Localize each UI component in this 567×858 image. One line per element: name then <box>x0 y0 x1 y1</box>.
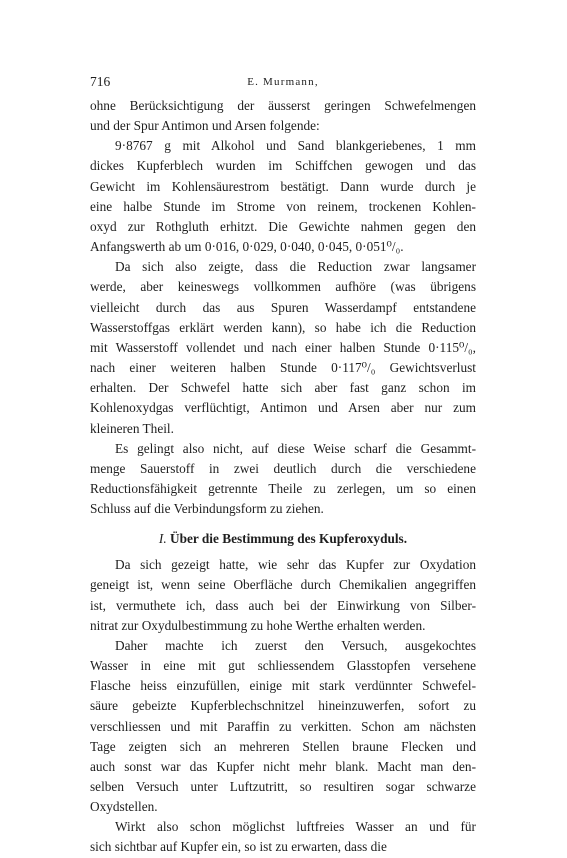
text-line: Da sich gezeigt hatte, wie sehr das Kupfer zur Oxydation <box>115 557 476 573</box>
text-line: Wasser in eine mit gut schliessendem Glasstopfen versehene <box>90 658 476 674</box>
text-line: Da sich also zeigte, dass die Reduction zwar langsamer <box>115 259 476 275</box>
text-line: nach einer weiteren halben Stunde 0·117⁰/₀ Gewichtsverlust <box>90 360 476 376</box>
text-line: Wasserstoffgas erklärt werden kann), so habe ich die Reduction <box>90 319 476 335</box>
text-line: Kohlenoxydgas verflüchtigt, Antimon und Arsen aber nur zum <box>90 400 476 416</box>
text-line: ohne Berücksichtigung der äusserst geringen Schwefelmengen <box>90 98 476 113</box>
body-text-after <box>90 555 476 857</box>
section-heading <box>90 529 476 549</box>
text-line: dickes Kupferblech wurden im Schiffchen gewogen und das <box>90 158 476 174</box>
section-number: I. <box>158 531 167 547</box>
text-line: erhalten. Der Schwefel hatte sich aber fast ganz schon im <box>90 380 476 396</box>
running-head: E. Murmann, <box>247 76 319 88</box>
text-line: Flasche heiss einzufüllen, einige mit stark verdünnter Schwefel- <box>90 678 476 694</box>
text-line: Oxydstellen. <box>90 799 158 815</box>
text-line: selben Versuch unter Luftzutritt, so resultiren sogar schwarze <box>90 779 476 794</box>
text-line: verschliessen und mit Paraffin zu verkitten. Schon am nächsten <box>90 718 476 734</box>
section-title: Über die Bestimmung des Kupferoxyduls. <box>170 531 408 547</box>
text-line: Gewicht im Kohlensäurestrom bestätigt. Dann wurde durch je <box>90 178 476 194</box>
text-line: Reductionsfähigkeit getrennte Theile zu zerlegen, um so einen <box>90 480 476 496</box>
text-line: werde, aber keineswegs vollkommen aufhöre (was übrigens <box>90 279 476 295</box>
text-line: Tage zeigten sich an mehreren Stellen braune Flecken und <box>90 738 476 754</box>
text-line: auch sonst war das Kupfer nicht mehr blank. Macht man den- <box>90 758 476 774</box>
text-line: ist, vermuthete ich, dass auch bei der Einwirkung von Silber- <box>90 597 476 613</box>
text-line: vielleicht durch das aus Spuren Wasserdampf entstandene <box>90 299 476 315</box>
text-line: Anfangswerth ab um 0·016, 0·029, 0·040, 0·045, 0·051⁰/₀. <box>90 239 404 255</box>
body-text-before <box>90 96 476 519</box>
text-line: geneigt ist, wenn seine Oberfläche durch Chemikalien angegriffen <box>90 577 476 593</box>
text-line: Daher machte ich zuerst den Versuch, ausgekochtes <box>115 637 476 653</box>
text-line: sich sichtbar auf Kupfer ein, so ist zu erwarten, dass die <box>90 839 387 855</box>
page <box>90 74 476 858</box>
text-line: und der Spur Antimon und Arsen folgende: <box>90 118 320 134</box>
text-line: säure gebeizte Kupferblechschnitzel hineinzuwerfen, sofort zu <box>90 698 476 714</box>
page-number: 716 <box>90 74 111 89</box>
text-line: menge Sauerstoff in zwei deutlich durch die verschiedene <box>90 460 476 476</box>
text-line: eine halbe Stunde im Strome von reinem, trockenen Kohlen- <box>90 198 476 214</box>
text-line: 9·8767 g mit Alkohol und Sand blankgeriebenes, 1 mm <box>115 138 476 154</box>
text-line: kleineren Theil. <box>90 420 174 436</box>
text-line: Wirkt also schon möglichst luftfreies Wasser an und für <box>115 819 476 835</box>
text-line: mit Wasserstoff vollendet und nach einer halben Stunde 0·115⁰/₀, <box>90 339 476 355</box>
text-line: Schluss auf die Verbindungsform zu ziehen. <box>90 501 324 517</box>
text-line: Es gelingt also nicht, auf diese Weise scharf die Gesammt- <box>115 440 476 456</box>
page-header <box>90 74 476 96</box>
text-line: oxyd zur Rothgluth erhitzt. Die Gewichte nahmen gegen den <box>90 218 476 234</box>
text-line: nitrat zur Oxydulbestimmung zu hohe Werthe erhalten werden. <box>90 617 426 633</box>
